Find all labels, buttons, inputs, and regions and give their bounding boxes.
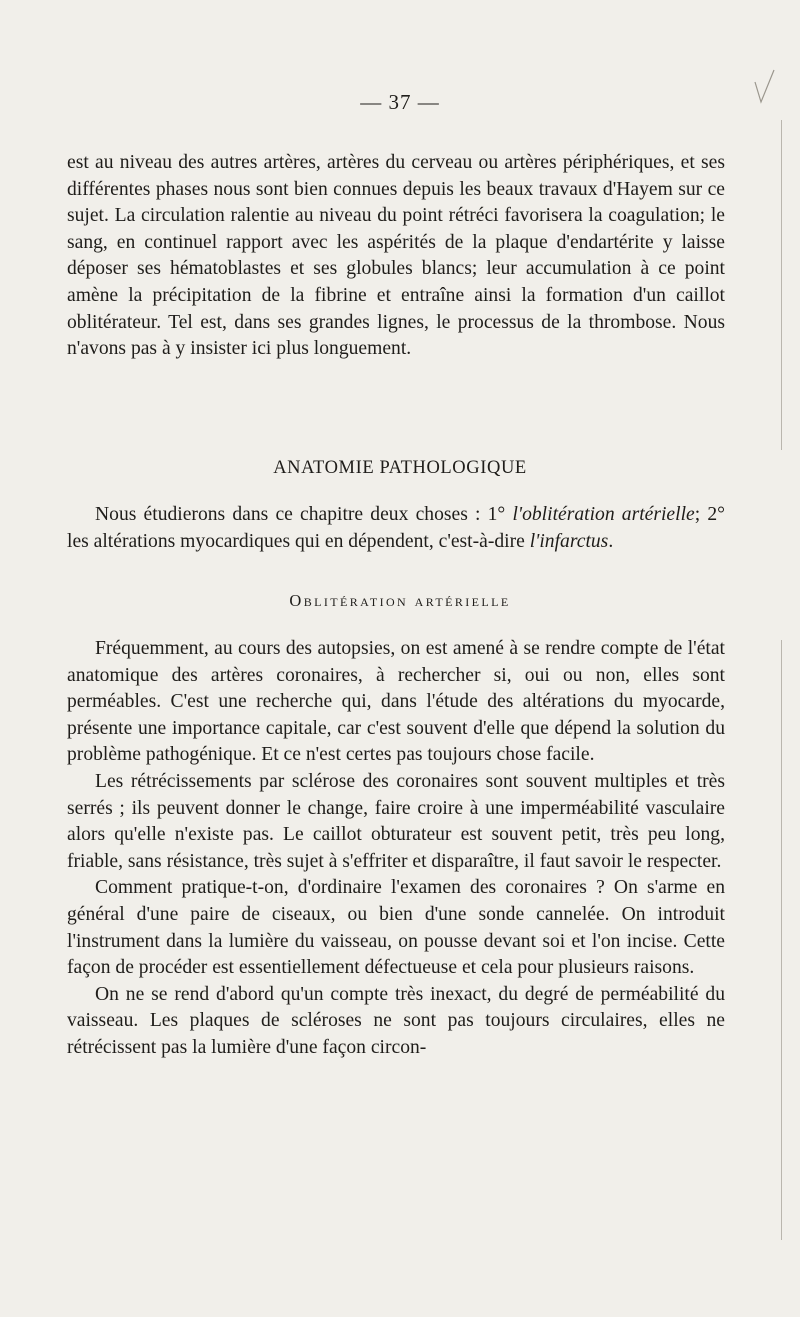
section-intro-part-3: . <box>608 530 614 552</box>
section-intro-block <box>67 502 725 555</box>
subsection-heading: Oblitération artérielle <box>289 591 511 610</box>
section-intro-part-2: ; 2° les altérations myocardiques qui en dépendent, c'est-à-dire <box>67 504 725 552</box>
body-paragraph: Comment pratique-t-on, d'ordinaire l'examen des coronaires ? On s'arme en général d'une paire de ciseaux, ou bien d'une sonde cannelée. On introduit l'instrument dans la lumière du vaisseau, on pousse devant soi et l'on incise. Cette façon de procéder est essentiellement défectueuse et cela pour plusieurs raisons. <box>67 877 725 979</box>
body-paragraph: Les rétrécissements par sclérose des coronaires sont souvent multiples et très serrés ; ils peuvent donner le change, faire croire à une imperméabilité vasculaire alors qu'elle n'existe pas. Le caillot obturateur est souvent petit, très peu long, friable, sans résistance, très sujet à s'effriter et disparaître, il faut savoir le respecter. <box>67 770 725 872</box>
body-paragraph: Fréquemment, au cours des autopsies, on est amené à se rendre compte de l'état anatomique des artères coronaires, à rechercher si, oui ou non, elles sont perméables. C'est une recherche qui, dans l'étude des altérations du myocarde, présente une importance capitale, car c'est souvent d'elle que dépend la solution du problème pathogénique. Et ce n'est certes pas toujours chose facile. <box>67 638 725 766</box>
emphasis-arterial-obliteration: l'oblitération artérielle <box>512 504 695 525</box>
section-intro-part-1: Nous étudierons dans ce chapitre deux choses : 1° <box>95 504 513 525</box>
page-number: — 37 — <box>360 90 440 114</box>
page-edge-shadow-upper <box>781 120 782 450</box>
section-intro-paragraph <box>67 502 725 555</box>
subsection-body <box>67 636 725 1062</box>
body-paragraph: On ne se rend d'abord qu'un compte très inexact, du degré de perméabilité du vaisseau. Les plaques de scléroses ne sont pas toujours circulaires, elles ne rétrécissent pas la lumière d'une façon circon- <box>67 983 725 1058</box>
emphasis-infarct: l'infarctus <box>529 530 609 552</box>
page-edge-shadow-lower <box>781 640 782 1240</box>
section-heading: ANATOMIE PATHOLOGIQUE <box>273 458 527 478</box>
intro-block <box>67 150 725 363</box>
intro-paragraph: est au niveau des autres artères, artères du cerveau ou artères périphériques, et ses différentes phases nous sont bien connues depuis les beaux travaux d'Hayem sur ce sujet. La circulation ralentie au niveau du point rétréci favorisera la coagulation; le sang, en continuel rapport avec les aspérités de la plaque d'endartérite y laisse déposer ses hématoblastes et ses globules blancs; leur accumulation à ce point amène la précipitation de la fibrine et entraîne ainsi la formation d'un caillot oblitérateur. Tel est, dans ses grandes lignes, le processus de la thrombose. Nous n'avons pas à y insister ici plus longuement. <box>67 152 725 360</box>
